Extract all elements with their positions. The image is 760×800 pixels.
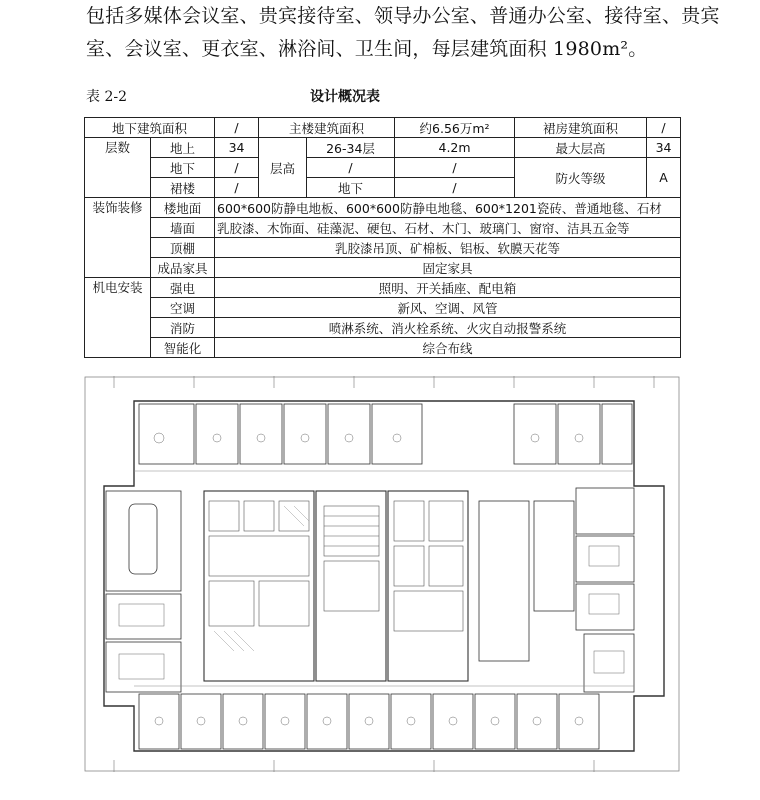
table-row [85, 158, 681, 178]
table-cell: 600*600防静电地板、600*600防静电地毯、600*1201瓷砖、普通地毯、石材 [215, 198, 681, 218]
table-number: 表 2-2 [86, 89, 127, 105]
table-cell: / [215, 178, 259, 198]
paragraph-line-2: 室、会议室、更衣室、淋浴间、卫生间，每层建筑面积 1980m²。 [86, 38, 648, 60]
table-cell: 地上 [151, 138, 215, 158]
table-cell: 34 [647, 138, 681, 158]
table-row [85, 318, 681, 338]
table-cell: 裙房建筑面积 [515, 118, 647, 138]
table-cell: / [647, 118, 681, 138]
table-cell: / [307, 158, 395, 178]
table-cell: 层数 [85, 138, 151, 198]
table-cell: 喷淋系统、消火栓系统、火灾自动报警系统 [215, 318, 681, 338]
table-row [85, 298, 681, 318]
table-cell: 智能化 [151, 338, 215, 358]
design-overview-table [84, 117, 681, 358]
table-cell: 装饰装修 [85, 198, 151, 278]
table-cell: 34 [215, 138, 259, 158]
table-cell: 顶棚 [151, 238, 215, 258]
paragraph-line-1: 包括多媒体会议室、贵宾接待室、领导办公室、普通办公室、接待室、贵宾 [86, 5, 720, 27]
table-cell: 成品家具 [151, 258, 215, 278]
table-cell: 地下 [307, 178, 395, 198]
table-row [85, 218, 681, 238]
table-row [85, 278, 681, 298]
table-cell: 新风、空调、风管 [215, 298, 681, 318]
table-cell: 约6.56万m² [395, 118, 515, 138]
table-cell: 强电 [151, 278, 215, 298]
table-cell: 墙面 [151, 218, 215, 238]
table-cell: 26-34层 [307, 138, 395, 158]
table-cell: 固定家具 [215, 258, 681, 278]
table-cell: 机电安装 [85, 278, 151, 358]
table-cell: 裙楼 [151, 178, 215, 198]
table-row [85, 138, 681, 158]
table-row [85, 118, 681, 138]
table-row [85, 238, 681, 258]
floor-plan-drawing [84, 376, 680, 772]
table-row [85, 198, 681, 218]
table-cell: 照明、开关插座、配电箱 [215, 278, 681, 298]
table-cell: / [395, 158, 515, 178]
table-cell: / [215, 158, 259, 178]
table-cell: A [647, 158, 681, 198]
table-row [85, 258, 681, 278]
table-cell: 消防 [151, 318, 215, 338]
table-cell: 地下 [151, 158, 215, 178]
table-cell: 空调 [151, 298, 215, 318]
table-cell: 层高 [259, 138, 307, 198]
table-cell: / [215, 118, 259, 138]
table-cell: 乳胶漆、木饰面、硅藻泥、硬包、石材、木门、玻璃门、窗帘、洁具五金等 [215, 218, 681, 238]
table-row [85, 338, 681, 358]
table-cell: 4.2m [395, 138, 515, 158]
table-cell: 最大层高 [515, 138, 647, 158]
table-cell: 乳胶漆吊顶、矿棉板、铝板、软膜天花等 [215, 238, 681, 258]
table-cell: 主楼建筑面积 [259, 118, 395, 138]
table-title: 设计概况表 [310, 89, 380, 105]
table-cell: / [395, 178, 515, 198]
table-cell: 防火等级 [515, 158, 647, 198]
table-cell: 综合布线 [215, 338, 681, 358]
table-cell: 地下建筑面积 [85, 118, 215, 138]
table-cell: 楼地面 [151, 198, 215, 218]
